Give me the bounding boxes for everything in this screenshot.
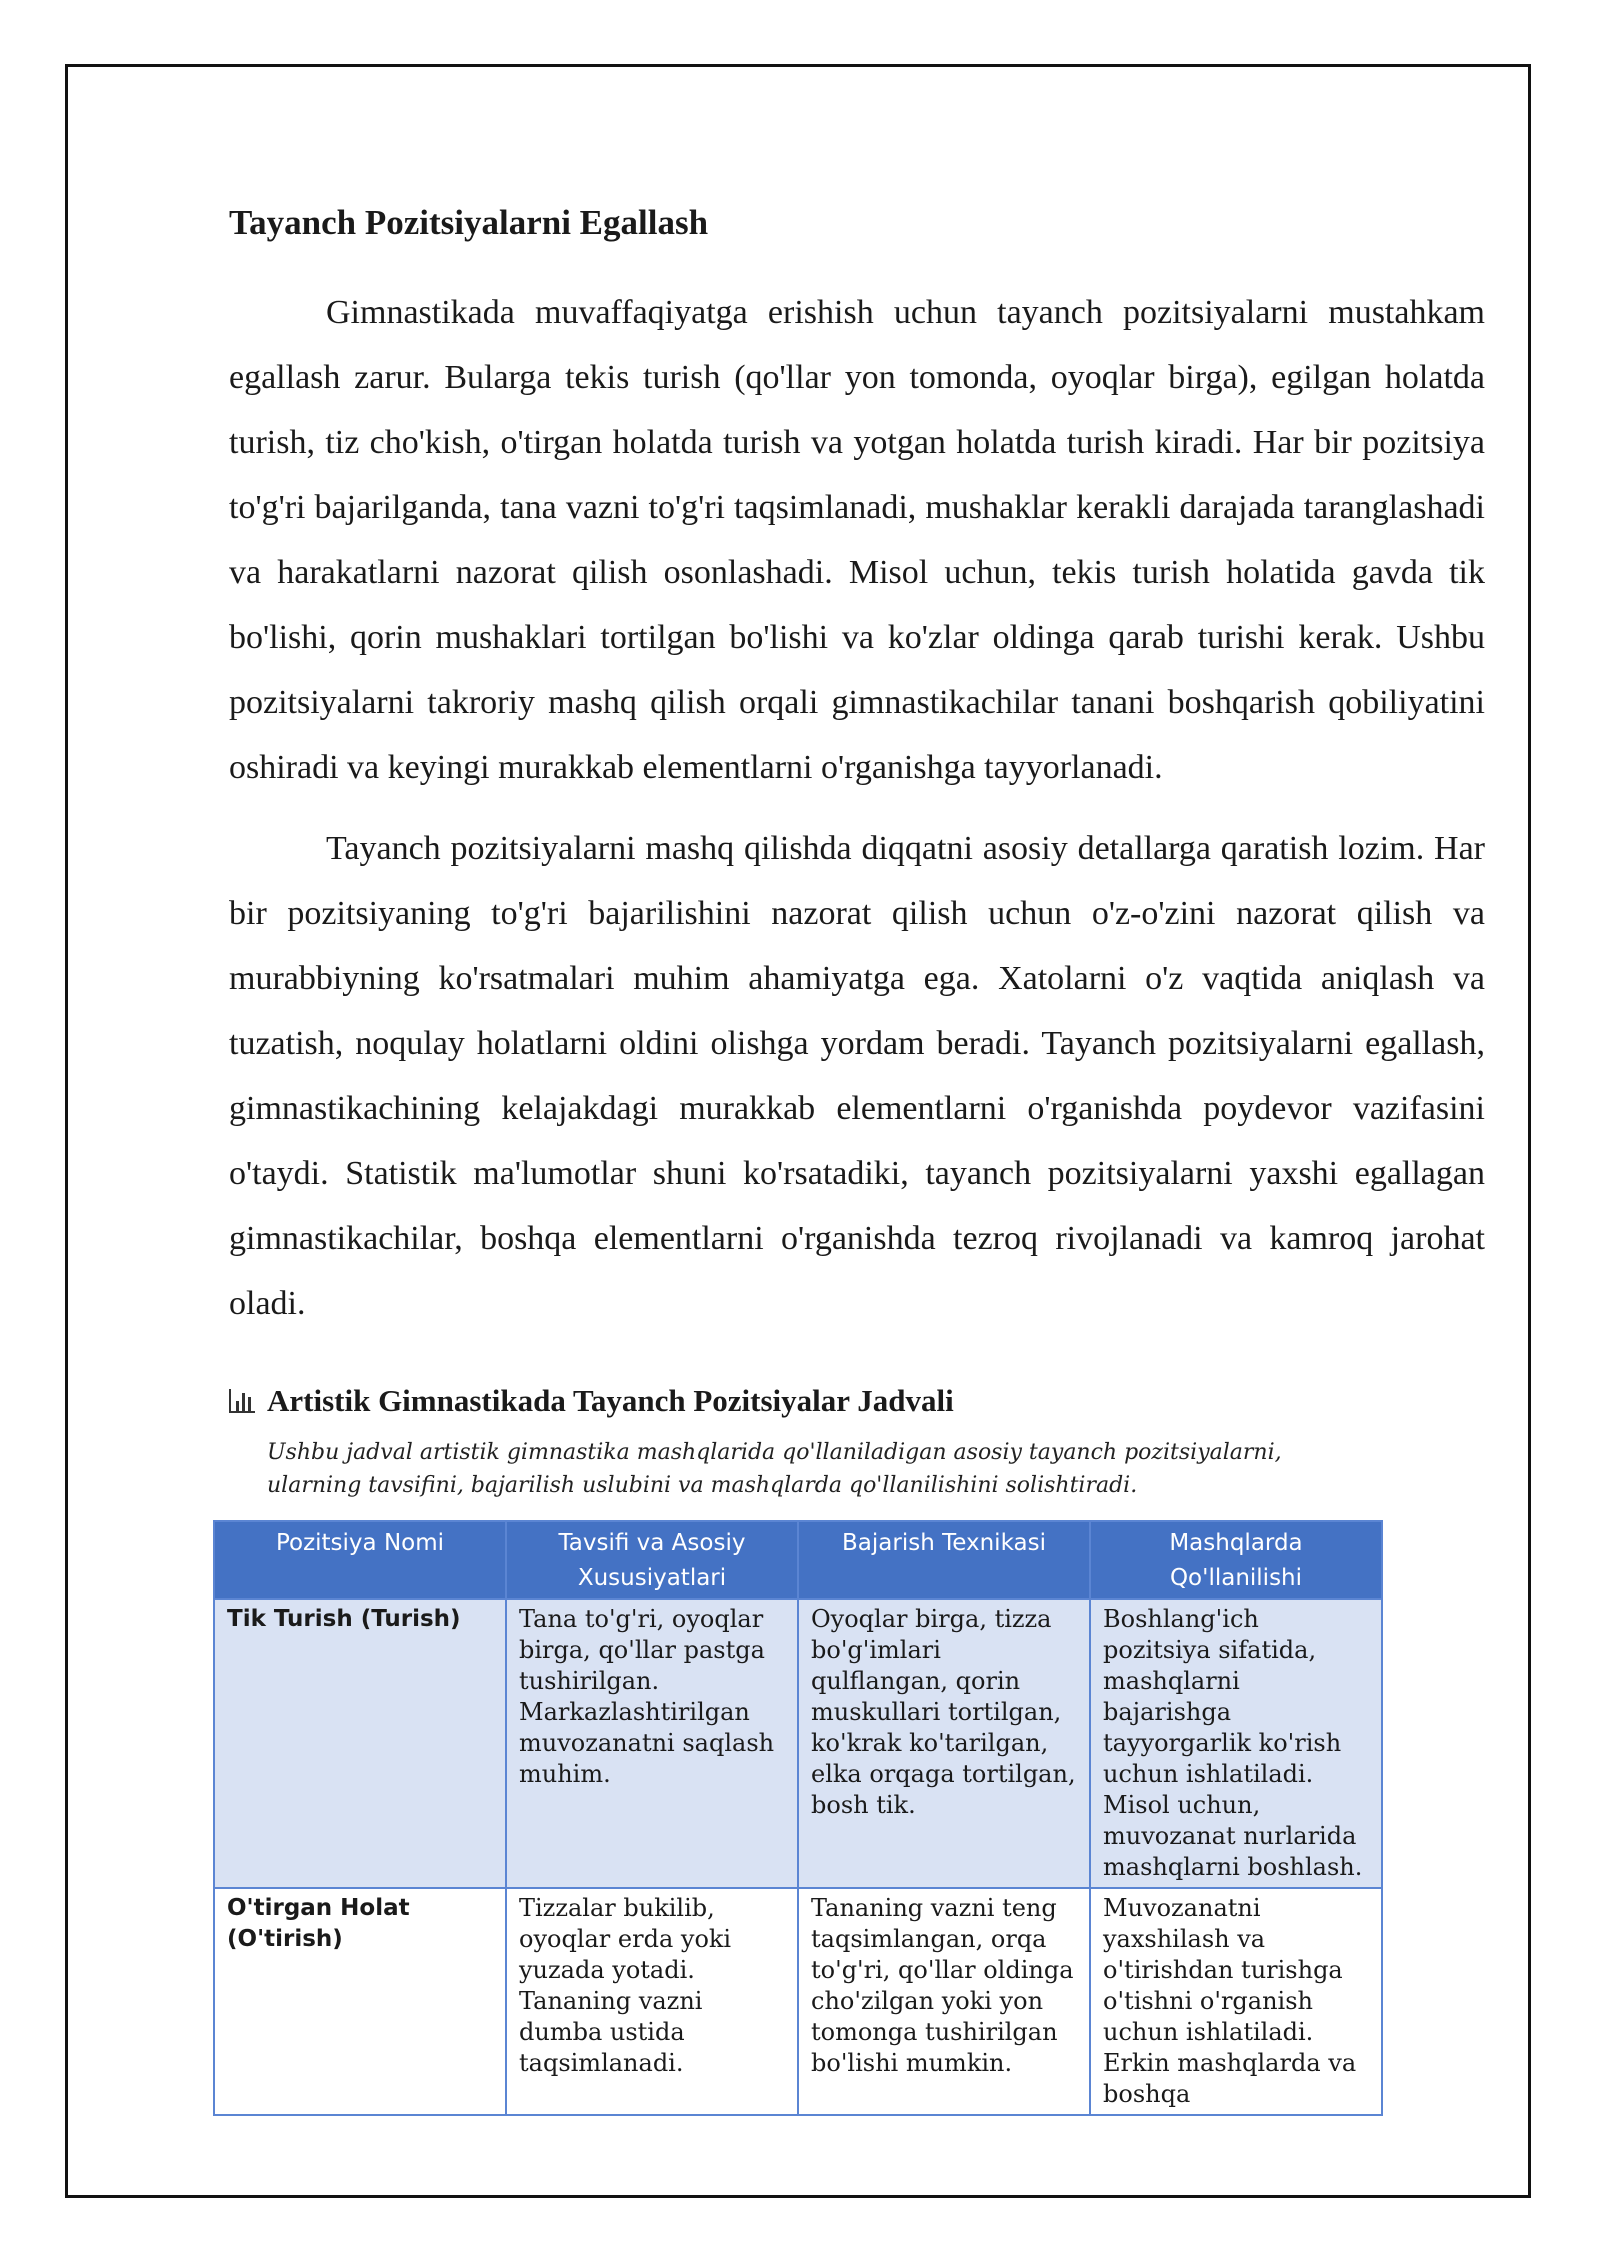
cell-technique: Tananing vazni teng taqsimlangan, orqa to'g'ri, qo'llar oldinga cho'zilgan yoki yon tomonga tushirilgan bo'lishi mumkin.: [798, 1888, 1090, 2115]
cell-technique: Oyoqlar birga, tizza bo'g'imlari qulflangan, qorin muskullari tortilgan, ko'krak ko'tarilgan, elka orqaga tortilgan, bosh tik.: [798, 1599, 1090, 1888]
bar-chart-icon: [229, 1389, 255, 1413]
cell-description: Tana to'g'ri, oyoqlar birga, qo'llar pastga tushirilgan. Markazlashtirilgan muvozanatni saqlash muhim.: [506, 1599, 798, 1888]
column-header-technique: Bajarish Texnikasi: [798, 1521, 1090, 1599]
column-header-name: Pozitsiya Nomi: [214, 1521, 506, 1599]
cell-usage: Boshlang'ich pozitsiya sifatida, mashqlarni bajarishga tayyorgarlik ko'rish uchun ishlatiladi. Misol uchun, muvozanat nurlarida mashqlarni boshlash.: [1090, 1599, 1382, 1888]
cell-description: Tizzalar bukilib, oyoqlar erda yoki yuzada yotadi. Tananing vazni dumba ustida taqsimlanadi.: [506, 1888, 798, 2115]
table-row: [214, 1888, 1382, 2115]
table-header-row: [214, 1521, 1382, 1599]
table-heading-text: Artistik Gimnastikada Tayanch Pozitsiyalar Jadvali: [267, 1383, 954, 1418]
positions-table: [213, 1520, 1383, 2116]
document-content: [229, 196, 1485, 2116]
cell-usage: Muvozanatni yaxshilash va o'tirishdan turishga o'tishni o'rganish uchun ishlatiladi. Erkin mashqlarda va boshqa: [1090, 1888, 1382, 2115]
table-heading: [229, 1380, 1485, 1422]
table-caption: Ushbu jadval artistik gimnastika mashqlarida qo'llaniladigan asosiy tayanch pozitsiyalarni, ularning tavsifini, bajarilish uslubini va mashqlarda qo'llanilishini solishtiradi.: [267, 1440, 1282, 1498]
body-paragraph-1: Gimnastikada muvaffaqiyatga erishish uchun tayanch pozitsiyalarni mustahkam egallash zarur. Bularga tekis turish (qo'llar yon tomonda, oyoqlar birga), egilgan holatda turish, tiz cho'kish, o'tirgan holatda turish va yotgan holatda turish kiradi. Har bir pozitsiya to'g'ri bajarilganda, tana vazni to'g'ri taqsimlanadi, mushaklar kerakli darajada taranglashadi va harakatlarni nazorat qilish osonlashadi. Misol uchun, tekis turish holatida gavda tik bo'lishi, qorin mushaklari tortilgan bo'lishi va ko'zlar oldinga qarab turishi kerak. Ushbu pozitsiyalarni takroriy mashq qilish orqali gimnastikachilar tanani boshqarish qobiliyatini oshiradi va keyingi murakkab elementlarni o'rganishga tayyorlanadi.: [229, 294, 1485, 786]
body-paragraph-2: Tayanch pozitsiyalarni mashq qilishda diqqatni asosiy detallarga qaratish lozim. Har bir pozitsiyaning to'g'ri bajarilishini nazorat qilish uchun o'z-o'zini nazorat qilish va murabbiyning ko'rsatmalari muhim ahamiyatga ega. Xatolarni o'z vaqtida aniqlash va tuzatish, noqulay holatlarni oldini olishga yordam beradi. Tayanch pozitsiyalarni egallash, gimnastikachining kelajakdagi murakkab elementlarni o'rganishda poydevor vazifasini o'taydi. Statistik ma'lumotlar shuni ko'rsatadiki, tayanch pozitsiyalarni yaxshi egallagan gimnastikachilar, boshqa elementlarni o'rganishda tezroq rivojlanadi va kamroq jarohat oladi.: [229, 830, 1485, 1322]
table-row: [214, 1599, 1382, 1888]
cell-name: O'tirgan Holat (O'tirish): [214, 1888, 506, 2115]
section-title: Tayanch Pozitsiyalarni Egallash: [229, 203, 709, 242]
column-header-description: Tavsifi va Asosiy Xususiyatlari: [506, 1521, 798, 1599]
cell-name: Tik Turish (Turish): [214, 1599, 506, 1888]
column-header-usage: Mashqlarda Qo'llanilishi: [1090, 1521, 1382, 1599]
